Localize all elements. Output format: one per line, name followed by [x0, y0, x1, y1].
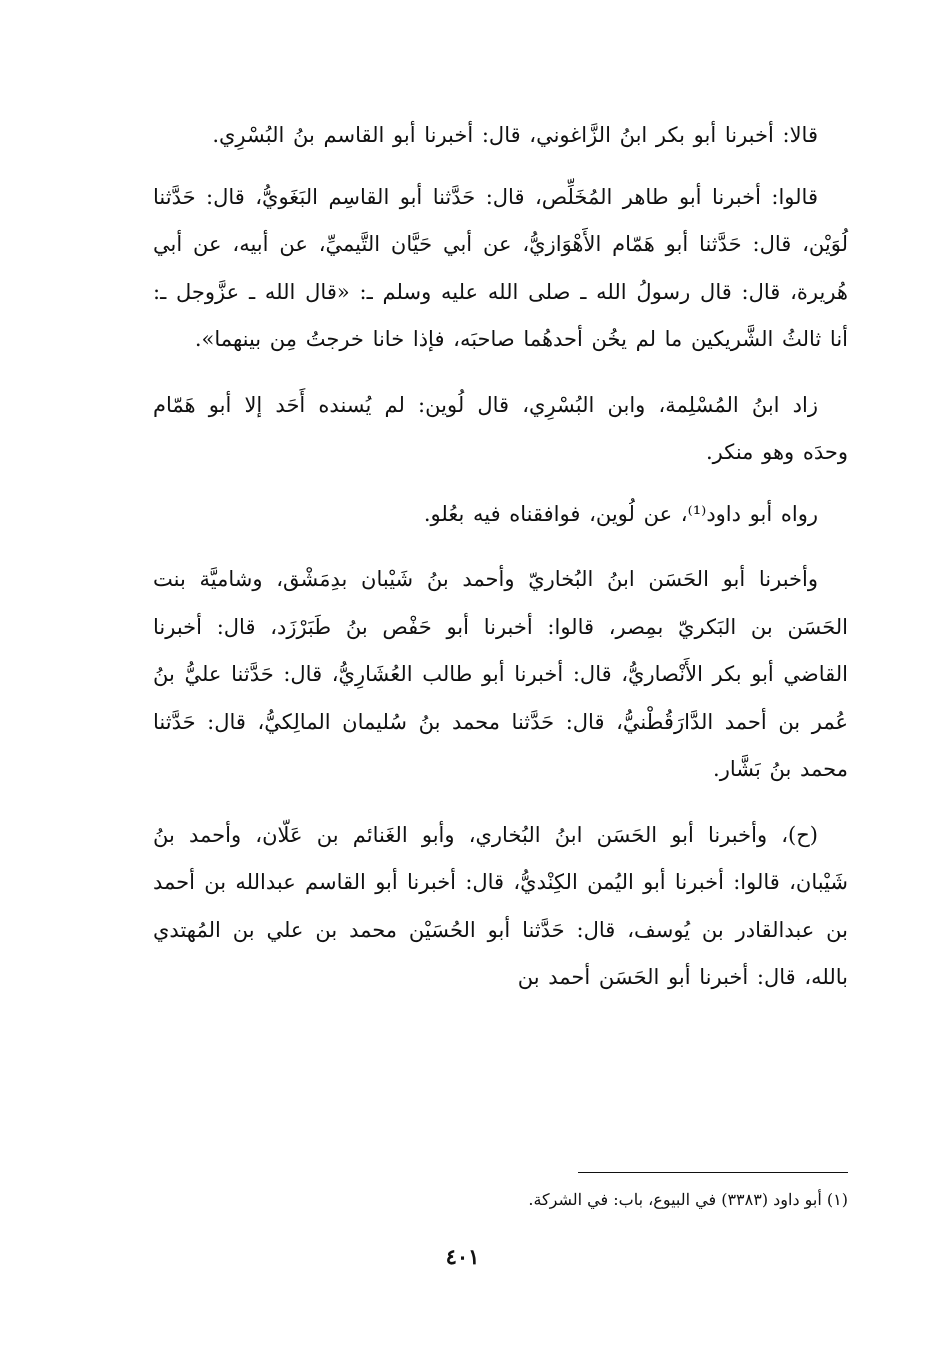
page-number: ٤٠١ — [445, 1244, 480, 1269]
footnote-divider — [578, 1172, 848, 1173]
paragraph-2: قالوا: أخبرنا أبو طاهر المُخَلِّص، قال: حَدَّثنا أبو القاسِم البَغَويُّ، قال: حَدَّثنا لُوَيْن، قال: حَدَّثنا أبو هَمّام الأَهْوَازيُّ، عن أبي حَيَّان التَّيميِّ، عن أبيه، عن أبي هُريرة، قال: قال رسولُ الله ـ صلى الله عليه وسلم ـ: «قال الله ـ عزَّوجل ـ: أنا ثالثُ الشَّريكين ما لم يخُن أحدهُما صاحبَه، فإذا خانا خرجتُ مِن بينهما». — [153, 184, 848, 351]
paragraph-1: قالا: أخبرنا أبو بكر ابنُ الزَّاغوني، قال: أخبرنا أبو القاسم بنُ البُسْرِي. — [212, 123, 818, 147]
footnote: (١) أبو داود (٣٣٨٣) في البيوع، باب: في الشركة. — [528, 1190, 848, 1209]
paragraph-6: (ح)، وأخبرنا أبو الحَسَن ابنُ البُخاري، وأبو الغَنائم بن عَلّان، وأحمد بنُ شَيْبان، قالوا: أخبرنا أبو اليُمن الكِنْديُّ، قال: أخبرنا أبو القاسم عبدالله بن أحمد بن عبدالقادر بن يُوسف، قال: حَدَّثنا أبو الحُسَيْن محمد بن علي بن المُهتدي بالله، قال: أخبرنا أبو الحَسَن أحمد بن — [153, 822, 848, 989]
paragraph-5: وأخبرنا أبو الحَسَن ابنُ البُخاريّ وأحمد بنُ شَيْبان بدِمَشْق، وشاميَّة بنت الحَسَن بن البَكريّ بمِصر، قالوا: أخبرنا أبو حَفْص بنُ طَبَرْزَد، قال: أخبرنا القاضي أبو بكر الأَنْصاريُّ، قال: أخبرنا أبو طالب العُشَارِيُّ، قال: حَدَّثنا عليُّ بنُ عُمر بن أحمد الدَّارَقُطْنيُّ، قال: حَدَّثنا محمد بنُ سُليمان المالِكيُّ، قال: حَدَّثنا محمد بنُ بَشَّار. — [153, 567, 848, 781]
body-text — [153, 112, 848, 1016]
paragraph-4: رواه أبو داود⁽¹⁾، عن لُوين، فوافقناه فيه بعُلو. — [423, 501, 818, 526]
paragraph-3: زاد ابنُ المُسْلِمة، وابن البُسْرِي، قال لُوين: لم يُسنده أَحَد إلا أبو هَمّام وحدَه وهو منكر. — [153, 392, 848, 464]
